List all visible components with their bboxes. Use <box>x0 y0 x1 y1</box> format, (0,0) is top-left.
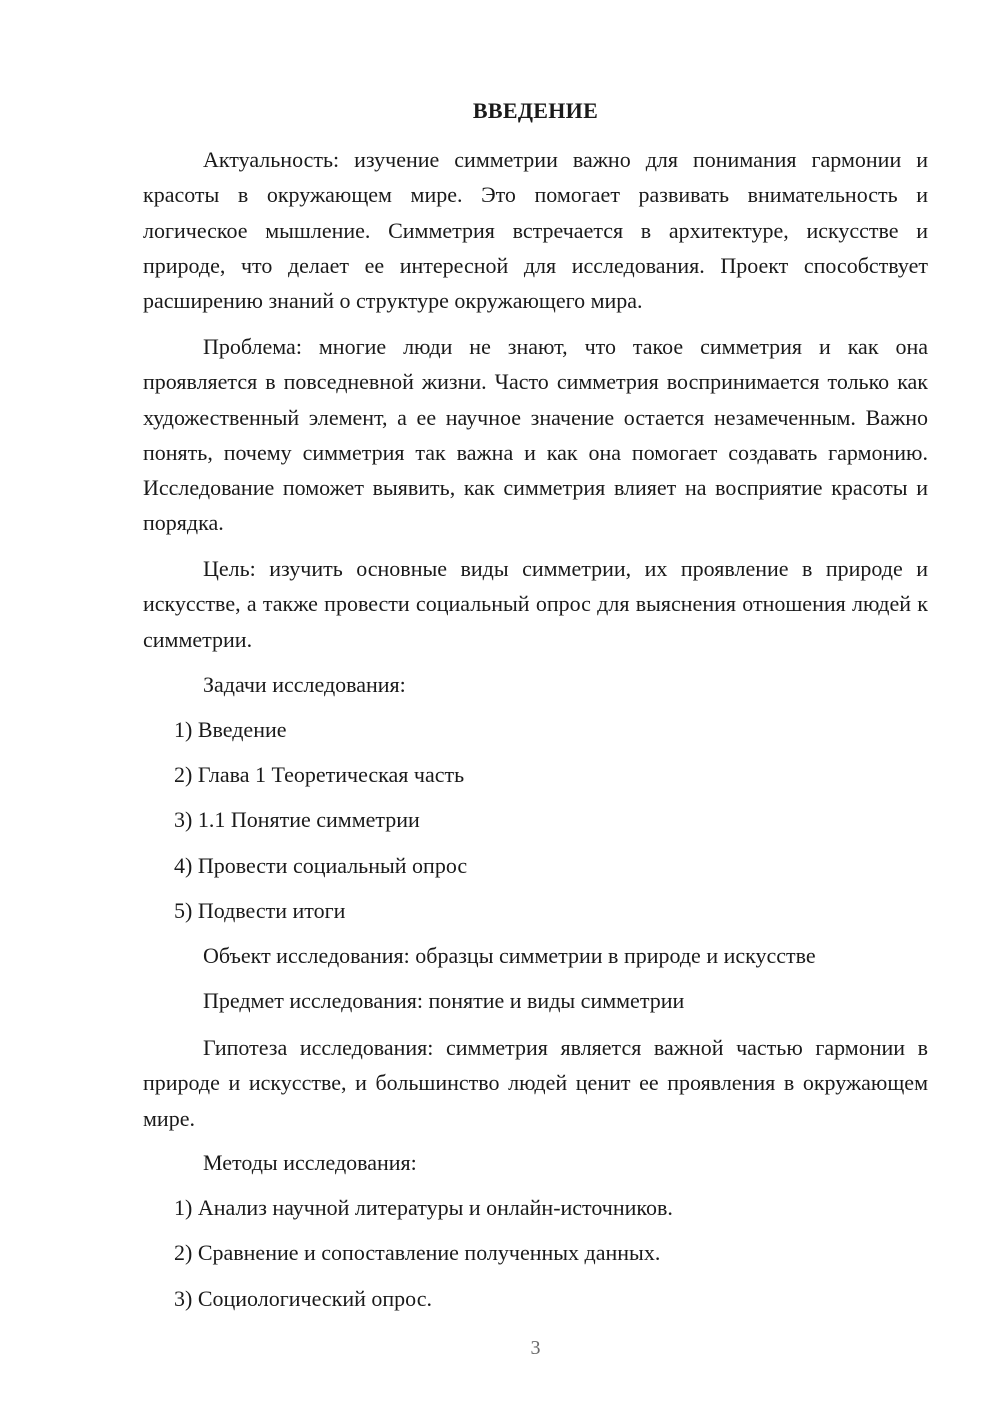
document-page <box>143 0 928 1414</box>
task-item-2: 2) Глава 1 Теоретическая часть <box>174 762 465 787</box>
method-item-2: 2) Сравнение и сопоставление полученных данных. <box>174 1240 661 1265</box>
relevance-paragraph: Актуальность: изучение симметрии важно для понимания гармонии и красоты в окружающем мире. Это помогает развивать внимательность и логическое мышление. Симметрия встречается в архитектуре, искусстве и природе, что делает ее интересной для исследования. Проект способствует расширению знаний о структуре окружающего мира. <box>143 147 928 314</box>
goal-paragraph: Цель: изучить основные виды симметрии, их проявление в природе и искусстве, а также провести социальный опрос для выяснения отношения людей к симметрии. <box>143 556 928 652</box>
page-title: ВВЕДЕНИЕ <box>472 98 599 123</box>
method-item-3: 3) Социологический опрос. <box>174 1286 432 1311</box>
research-subject: Предмет исследования: понятие и виды симметрии <box>203 988 685 1013</box>
task-item-1: 1) Введение <box>174 717 287 742</box>
task-item-3: 3) 1.1 Понятие симметрии <box>174 807 420 832</box>
task-item-4: 4) Провести социальный опрос <box>174 853 468 878</box>
page-number: 3 <box>530 1337 541 1359</box>
method-item-1: 1) Анализ научной литературы и онлайн-источников. <box>174 1195 673 1220</box>
research-object: Объект исследования: образцы симметрии в природе и искусстве <box>203 943 816 968</box>
tasks-heading: Задачи исследования: <box>203 672 406 697</box>
methods-heading: Методы исследования: <box>203 1150 417 1175</box>
hypothesis-paragraph: Гипотеза исследования: симметрия является важной частью гармонии в природе и искусстве, и большинство людей ценит ее проявления в окружающем мире. <box>143 1035 928 1131</box>
problem-paragraph: Проблема: многие люди не знают, что такое симметрия и как она проявляется в повседневной жизни. Часто симметрия воспринимается только как художественный элемент, а ее научное значение остается незамеченным. Важно понять, почему симметрия так важна и как она помогает создавать гармонию. Исследование поможет выявить, как симметрия влияет на восприятие красоты и порядка. <box>143 334 928 536</box>
task-item-5: 5) Подвести итоги <box>174 898 346 923</box>
